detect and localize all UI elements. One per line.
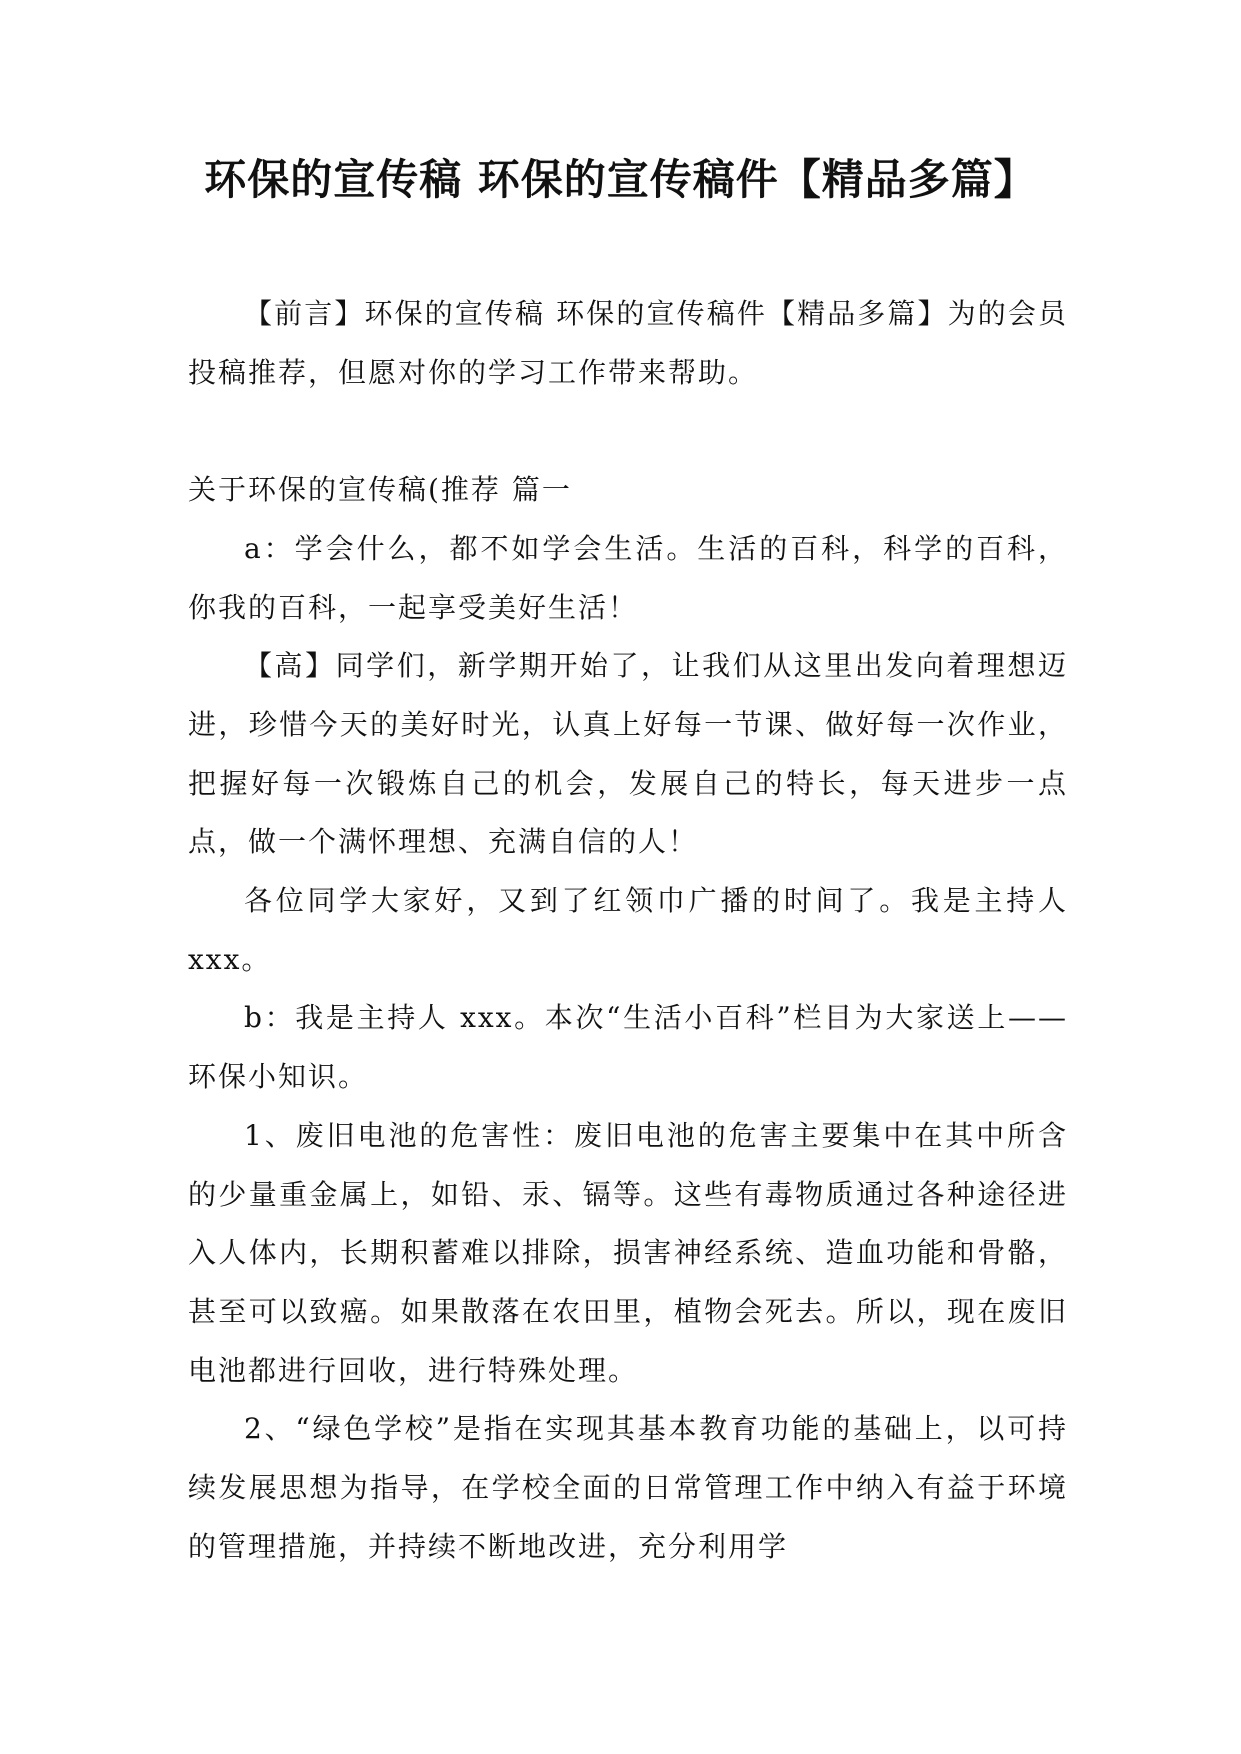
body-paragraph: a：学会什么，都不如学会生活。生活的百科，科学的百科，你我的百科，一起享受美好生活！	[188, 531, 1068, 624]
document-body	[188, 285, 1068, 1576]
preface-paragraph: 【前言】环保的宣传稿 环保的宣传稿件【精品多篇】为的会员投稿推荐，但愿对你的学习工作带来帮助。	[188, 297, 1068, 389]
body-paragraph: 各位同学大家好，又到了红领巾广播的时间了。我是主持人 xxx。	[188, 884, 1068, 976]
body-paragraph: 1、废旧电池的危害性：废旧电池的危害主要集中在其中所含的少量重金属上，如铅、汞、镉等。这些有毒物质通过各种途径进入人体内，长期积蓄难以排除，损害神经系统、造血功能和骨骼，甚至可以致癌。如果散落在农田里，植物会死去。所以，现在废旧电池都进行回收，进行特殊处理。	[188, 1118, 1068, 1387]
body-paragraph: 2、“绿色学校”是指在实现其基本教育功能的基础上，以可持续发展思想为指导，在学校全面的日常管理工作中纳入有益于环境的管理措施，并持续不断地改进，充分利用学	[188, 1412, 1068, 1563]
body-paragraph: 【高】同学们，新学期开始了，让我们从这里出发向着理想迈进，珍惜今天的美好时光，认真上好每一节课、做好每一次作业，把握好每一次锻炼自己的机会，发展自己的特长，每天进步一点点，做一个满怀理想、充满自信的人！	[188, 649, 1068, 859]
body-paragraph: b：我是主持人 xxx。本次“生活小百科”栏目为大家送上——环保小知识。	[188, 1001, 1068, 1094]
document-title: 环保的宣传稿 环保的宣传稿件【精品多篇】	[204, 155, 1037, 204]
section-heading: 关于环保的宣传稿(推荐 篇一	[188, 473, 572, 507]
blank-line	[188, 402, 1068, 461]
